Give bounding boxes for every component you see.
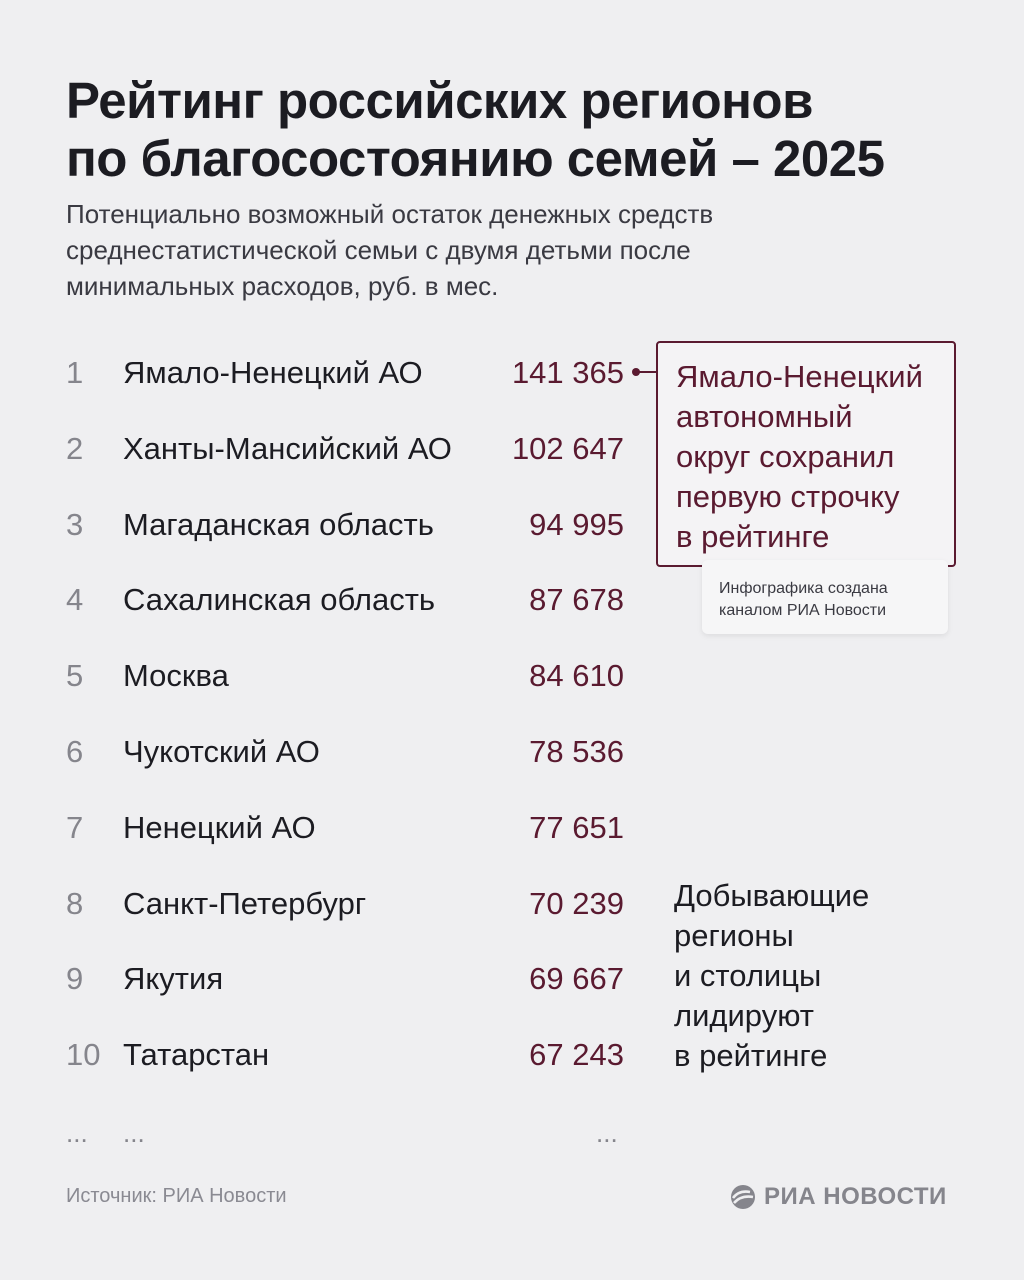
row-region: Сахалинская область xyxy=(123,582,436,618)
row-value: 87 678 xyxy=(529,582,624,618)
table-row xyxy=(0,798,650,858)
row-rank: 7 xyxy=(66,809,84,845)
callout-line: автономный xyxy=(676,399,853,434)
credit-line: Инфографика создана xyxy=(719,580,888,597)
row-value: 94 995 xyxy=(529,506,624,542)
row-region: Татарстан xyxy=(123,1037,270,1073)
note-line: регионы xyxy=(674,918,794,953)
ria-logo-icon xyxy=(730,1184,756,1210)
callout-line: округ сохранил xyxy=(676,439,895,474)
row-value: 67 243 xyxy=(529,1037,624,1073)
callout-line: в рейтинге xyxy=(676,519,830,554)
title-line-2: по благосостоянию семей – 2025 xyxy=(66,130,885,187)
row-region: Санкт-Петербург xyxy=(123,885,367,921)
ellipsis-rank: ... xyxy=(66,1118,88,1148)
source-note: Источник: РИА Новости xyxy=(66,1185,287,1207)
row-rank: 9 xyxy=(66,961,84,997)
ellipsis-region: ... xyxy=(123,1118,145,1148)
title-line-1: Рейтинг российских регионов xyxy=(66,72,813,129)
side-note xyxy=(674,876,974,1076)
table-row xyxy=(0,419,650,479)
row-value: 102 647 xyxy=(511,430,624,466)
ria-logo-text: РИА НОВОСТИ xyxy=(764,1183,947,1210)
table-row xyxy=(0,343,650,403)
row-region: Якутия xyxy=(123,961,224,997)
row-rank: 5 xyxy=(66,658,84,694)
callout-line: Ямало-Ненецкий xyxy=(676,359,923,394)
credit-line: каналом РИА Новости xyxy=(719,602,887,619)
row-region: Ненецкий АО xyxy=(123,809,316,845)
note-line: и столицы xyxy=(674,958,822,993)
table-row xyxy=(0,1025,650,1085)
row-region: Москва xyxy=(123,658,229,694)
row-rank: 4 xyxy=(66,582,84,618)
row-region: Ямало-Ненецкий АО xyxy=(123,355,423,390)
row-rank: 1 xyxy=(66,355,84,390)
row-value: 77 651 xyxy=(529,809,624,845)
row-rank: 3 xyxy=(66,506,84,542)
credit-badge xyxy=(702,560,948,634)
note-line: лидируют xyxy=(674,998,814,1033)
row-rank: 2 xyxy=(66,430,84,466)
table-row xyxy=(0,495,650,555)
row-rank: 8 xyxy=(66,885,84,921)
row-rank: 6 xyxy=(66,734,84,769)
ria-logo[interactable] xyxy=(730,1181,947,1213)
row-region: Ханты-Мансийский АО xyxy=(123,430,452,466)
subtitle-line-2: среднестатистической семьи с двумя детьми после xyxy=(66,235,691,265)
row-value: 70 239 xyxy=(529,885,624,921)
callout-connector-dot xyxy=(632,368,640,376)
subtitle-line-1: Потенциально возможный остаток денежных средств xyxy=(66,199,714,229)
row-value: 141 365 xyxy=(511,355,624,390)
row-value: 78 536 xyxy=(529,734,624,769)
note-line: в рейтинге xyxy=(674,1038,828,1073)
subtitle-line-3: минимальных расходов, руб. в мес. xyxy=(66,271,499,301)
callout-box xyxy=(656,341,956,567)
row-rank: 10 xyxy=(66,1037,101,1073)
row-region: Магаданская область xyxy=(123,506,434,542)
table-row xyxy=(0,874,650,934)
note-line: Добывающие xyxy=(674,878,870,913)
row-region: Чукотский АО xyxy=(123,734,320,769)
table-row xyxy=(0,646,650,706)
table-row xyxy=(0,570,650,630)
table-row xyxy=(0,722,650,782)
table-row xyxy=(0,949,650,1009)
ellipsis-value: ... xyxy=(596,1118,618,1148)
row-value: 84 610 xyxy=(529,658,624,694)
row-value: 69 667 xyxy=(529,961,624,997)
callout-line: первую строчку xyxy=(676,479,900,514)
